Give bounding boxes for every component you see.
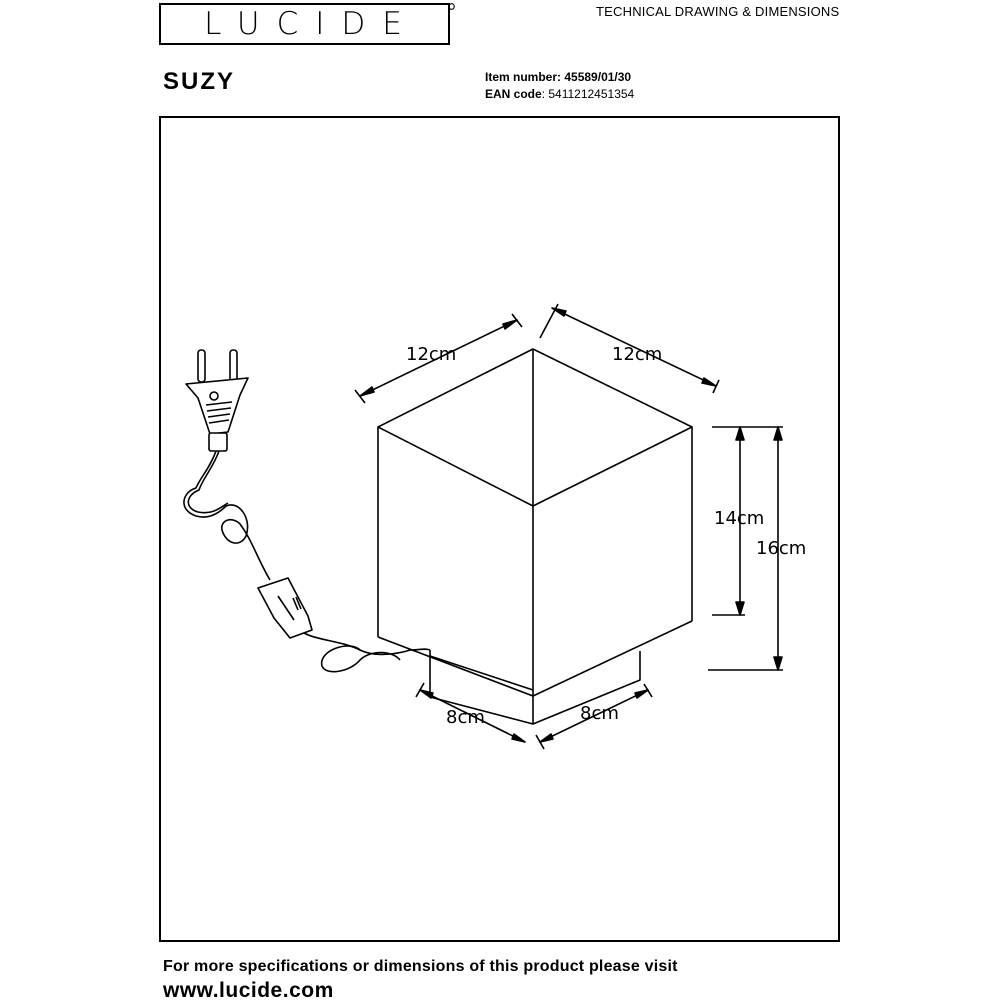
footer-url-link[interactable]: www.lucide.com bbox=[163, 979, 334, 1002]
item-number-label: Item number bbox=[485, 70, 558, 84]
header-label: TECHNICAL DRAWING & DIMENSIONS bbox=[596, 4, 840, 19]
dim-label-shade-height: 14cm bbox=[714, 508, 765, 529]
dim-label-base-left: 8cm bbox=[446, 707, 485, 728]
ean-label: EAN code bbox=[485, 87, 542, 101]
product-name: SUZY bbox=[163, 68, 236, 95]
dim-label-total-height: 16cm bbox=[756, 538, 807, 559]
dim-label-top-left: 12cm bbox=[406, 344, 457, 365]
plug-icon bbox=[186, 350, 248, 451]
dim-label-base-right: 8cm bbox=[580, 703, 619, 724]
cord-switch-icon bbox=[258, 578, 312, 638]
logo-text: LUCIDE bbox=[204, 6, 419, 42]
ean-value: 5411212451354 bbox=[548, 87, 635, 101]
item-number-row: Item number: 45589/01/30 bbox=[485, 70, 632, 84]
lamp-shade bbox=[378, 349, 692, 696]
dim-label-top-right: 12cm bbox=[612, 344, 663, 365]
footer-text: For more specifications or dimensions of this product please visit bbox=[163, 958, 678, 975]
item-number-value: 45589/01/30 bbox=[564, 70, 632, 84]
ean-row: EAN code: 5411212451354 bbox=[485, 87, 635, 101]
power-cord bbox=[184, 451, 430, 672]
